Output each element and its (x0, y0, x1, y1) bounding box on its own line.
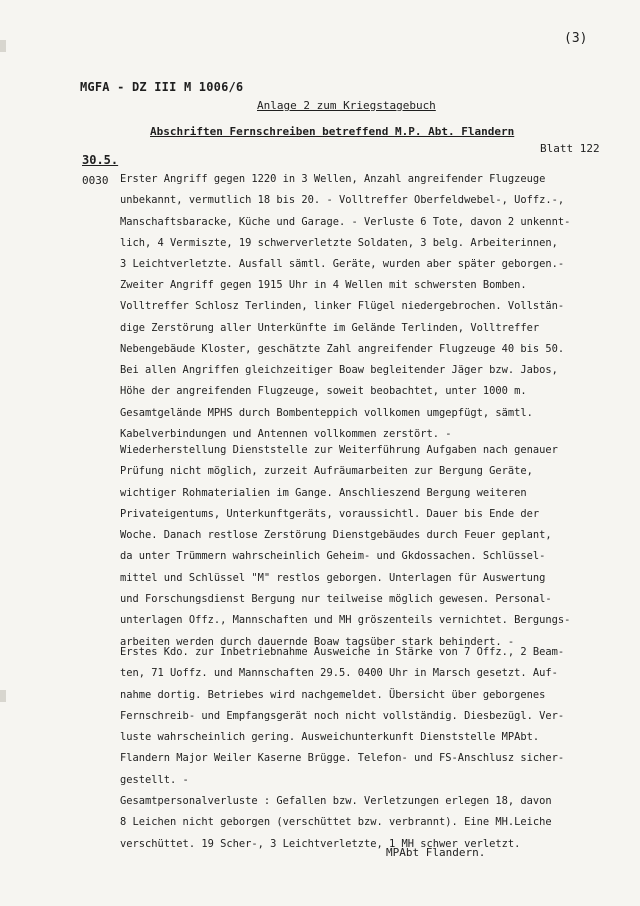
entry-date: 30.5. (82, 153, 119, 167)
text-line: Flandern Major Weiler Kaserne Brügge. Telefon- und FS-Anschlusz sicher- (120, 752, 565, 765)
text-line: Wiederherstellung Dienststelle zur Weiterführung Aufgaben nach genauer (120, 444, 558, 456)
text-line: Gesamtgelände MPHS durch Bombenteppich vollkomen umgepfügt, sämtl. (120, 406, 533, 419)
entry-time: 0030 (82, 174, 109, 187)
paragraph-restoration (120, 440, 620, 653)
text-line: verschüttet. 19 Scher-, 3 Leichtverletzte, 1 MH schwer verletzt. (120, 837, 521, 850)
text-line: Woche. Danach restlose Zerstörung Dienstgebäudes durch Feuer geplant, (120, 529, 552, 542)
paragraph-second-attack (120, 275, 620, 445)
text-line: luste wahrscheinlich gering. Ausweichunterkunft Dienststelle MPAbt. (120, 731, 540, 744)
text-line: ten, 71 Uoffz. und Mannschaften 29.5. 0400 Uhr in Marsch gesetzt. Auf- (120, 667, 558, 680)
signature: MPAbt Flandern. (386, 846, 486, 859)
text-line: arbeiten werden durch dauernde Boaw tagsüber stark behindert. - (120, 635, 515, 648)
text-line: Privateigentums, Unterkunftgeräts, voraussichtl. Dauer bis Ende der (120, 507, 540, 520)
text-line: Prüfung nicht möglich, zurzeit Aufräumarbeiten zur Bergung Geräte, (120, 465, 533, 478)
text-line: Manschaftsbaracke, Küche und Garage. - Verluste 6 Tote, davon 2 unkennt- (120, 215, 571, 228)
text-line: Erster Angriff gegen 1220 in 3 Wellen, Anzahl angreifender Flugzeuge (120, 173, 546, 185)
text-line: Kabelverbindungen und Antennen vollkommen zerstört. - (120, 428, 452, 441)
text-line: Gesamtpersonalverluste : Gefallen bzw. Verletzungen erlegen 18, davon (120, 795, 552, 808)
text-line: Höhe der angreifenden Flugzeuge, soweit beobachtet, unter 1000 m. (120, 385, 527, 398)
text-line: da unter Trümmern wahrscheinlich Geheim- und Gkdossachen. Schlüssel- (120, 550, 546, 563)
paragraph-relocation (120, 642, 620, 855)
document-subtitle: Abschriften Fernschreiben betreffend M.P. Abt. Flandern (150, 125, 515, 138)
archive-reference: MGFA - DZ III M 1006/6 (80, 80, 244, 94)
text-line: lich, 4 Vermiszte, 19 schwerverletzte Soldaten, 3 belg. Arbeiterinnen, (120, 236, 558, 249)
text-line: unterlagen Offz., Mannschaften und MH gröszenteils vernichtet. Bergungs- (120, 614, 571, 627)
text-line: dige Zerstörung aller Unterkünfte im Gelände Terlinden, Volltreffer (120, 321, 540, 334)
text-line: Zweiter Angriff gegen 1915 Uhr in 4 Wellen mit schwersten Bomben. (120, 279, 527, 291)
text-line: Nebengebäude Kloster, geschätzte Zahl angreifender Flugzeuge 40 bis 50. (120, 342, 565, 355)
text-line: Erstes Kdo. zur Inbetriebnahme Ausweiche in Stärke von 7 Offz., 2 Beam- (120, 646, 565, 658)
paragraph-first-attack (120, 169, 620, 275)
text-line: wichtiger Rohmaterialien im Gange. Anschlieszend Bergung weiteren (120, 486, 527, 499)
punch-mark (0, 40, 6, 52)
page-number: (3) (564, 31, 588, 46)
punch-mark (0, 690, 6, 702)
sheet-number: Blatt 122 (540, 142, 600, 155)
text-line: 8 Leichen nicht geborgen (verschüttet bzw. verbrannt). Eine MH.Leiche (120, 816, 552, 829)
text-line: Bei allen Angriffen gleichzeitiger Boaw begleitender Jäger bzw. Jabos, (120, 364, 558, 377)
text-line: nahme dortig. Betriebes wird nachgemeldet. Übersicht über geborgenes (120, 688, 546, 701)
text-line: unbekannt, vermutlich 18 bis 20. - Volltreffer Oberfeldwebel-, Uoffz.-, (120, 194, 565, 207)
text-line: mittel und Schlüssel "M" restlos geborgen. Unterlagen für Auswertung (120, 571, 546, 584)
text-line: Volltreffer Schlosz Terlinden, linker Flügel niedergebrochen. Vollstän- (120, 300, 565, 313)
text-line: gestellt. - (120, 773, 189, 786)
text-line: 3 Leichtverletzte. Ausfall sämtl. Geräte, wurden aber später geborgen.- (120, 258, 565, 271)
document-title: Anlage 2 zum Kriegstagebuch (257, 99, 436, 112)
text-line: Fernschreib- und Empfangsgerät noch nicht vollständig. Diesbezügl. Ver- (120, 709, 565, 722)
text-line: und Forschungsdienst Bergung nur teilweise möglich gewesen. Personal- (120, 593, 552, 606)
